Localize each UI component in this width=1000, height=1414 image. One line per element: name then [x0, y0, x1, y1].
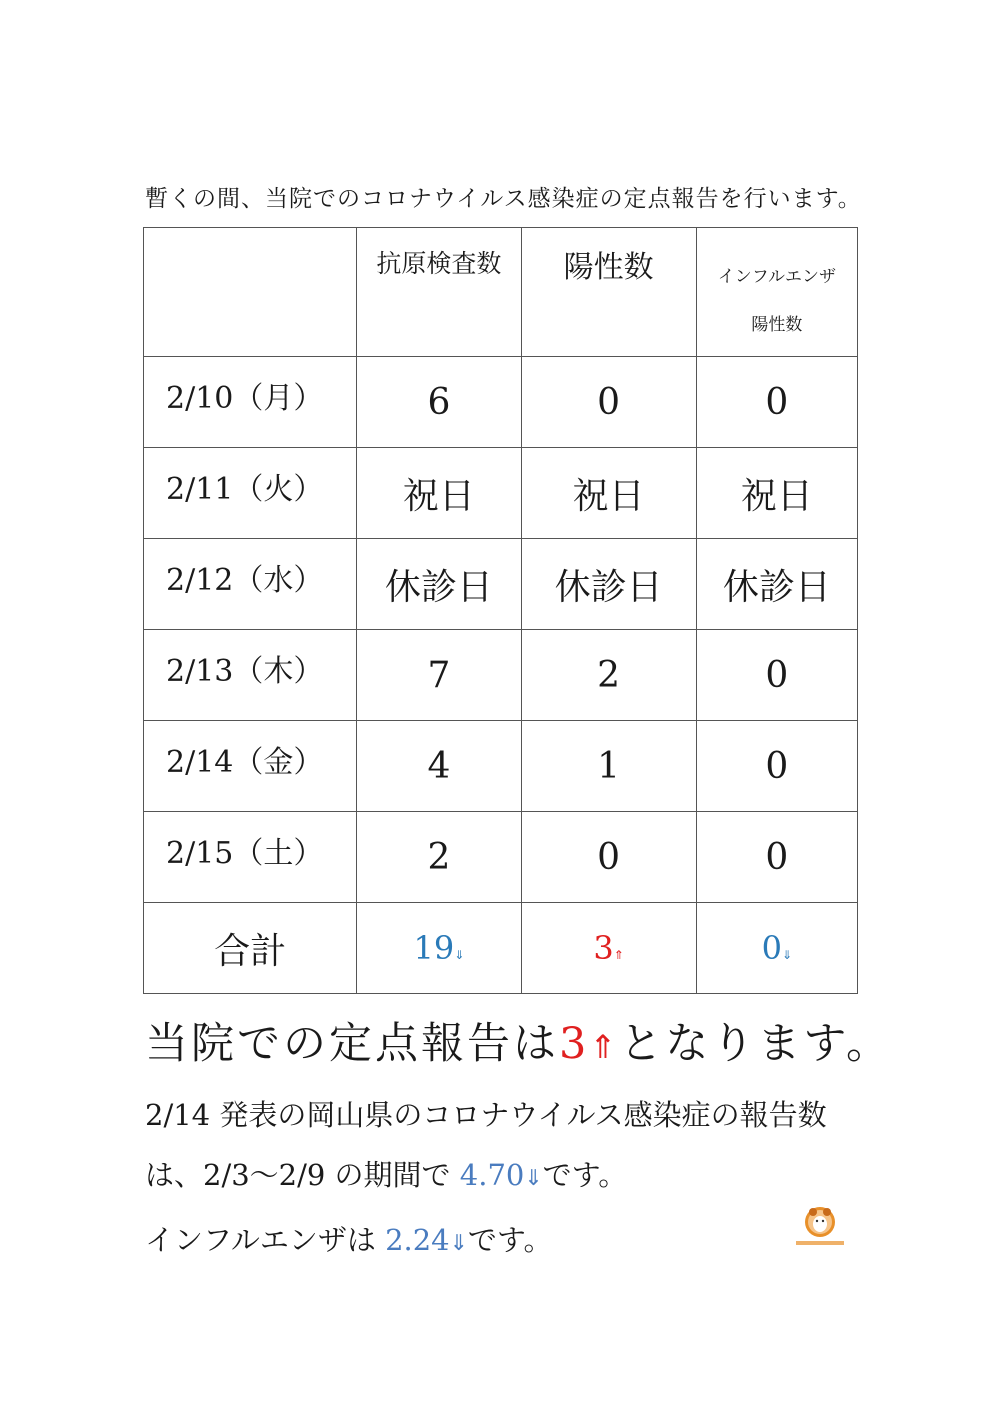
cell-positive: 休診日: [521, 539, 696, 630]
table-row: [144, 812, 858, 903]
table-header-row: [144, 228, 858, 357]
cell-antigen: 7: [357, 630, 521, 721]
down-arrow-icon: ⇓: [454, 948, 465, 962]
report-table: [143, 227, 858, 994]
header-empty-cell: [144, 228, 357, 357]
summary-value: 3: [559, 1019, 590, 1069]
prefecture-line-2: は、2/3〜2/9 の期間で 4.70⇓です。: [145, 1158, 628, 1192]
cell-influenza: 祝日: [696, 448, 857, 539]
down-arrow-icon: ⇓: [449, 1231, 468, 1256]
summary-headline: 当院での定点報告は3⇑となります。: [145, 1019, 892, 1069]
cell-antigen: 祝日: [357, 448, 521, 539]
row-date: 2/14（金）: [166, 745, 324, 780]
row-date: 2/11（火）: [166, 472, 324, 507]
header-influenza-line2: 陽性数: [751, 315, 803, 335]
total-label: 合計: [214, 930, 287, 972]
prefecture-line-1: 2/14 発表の岡山県のコロナウイルス感染症の報告数: [145, 1098, 827, 1132]
total-positive: 3⇑: [521, 903, 696, 994]
cell-positive: 0: [521, 812, 696, 903]
cell-positive: 2: [521, 630, 696, 721]
cell-influenza: 0: [696, 357, 857, 448]
influenza-rate-value: 2.24: [385, 1223, 450, 1257]
down-arrow-icon: ⇓: [782, 948, 793, 962]
up-arrow-icon: ⇑: [589, 1028, 620, 1066]
row-date: 2/13（木）: [166, 654, 324, 689]
cell-influenza: 休診日: [696, 539, 857, 630]
cell-influenza: 0: [696, 721, 857, 812]
cell-positive: 祝日: [521, 448, 696, 539]
cell-influenza: 0: [696, 630, 857, 721]
row-date: 2/12（水）: [166, 563, 324, 598]
up-arrow-icon: ⇑: [613, 948, 624, 962]
prefecture-line-3: インフルエンザは 2.24⇓です。: [145, 1223, 553, 1257]
total-row: [144, 903, 858, 994]
clinic-logo: [792, 1205, 848, 1249]
table-row: [144, 539, 858, 630]
table-row: [144, 630, 858, 721]
intro-text: 暫くの間、当院でのコロナウイルス感染症の定点報告を行います。: [145, 186, 862, 212]
row-date: 2/15（土）: [166, 836, 324, 871]
row-date: 2/10（月）: [166, 381, 324, 416]
cell-positive: 0: [521, 357, 696, 448]
table-row: [144, 448, 858, 539]
header-influenza-line1: インフルエンザ: [717, 267, 837, 287]
table-row: [144, 721, 858, 812]
cell-antigen: 6: [357, 357, 521, 448]
cell-positive: 1: [521, 721, 696, 812]
header-positive: 陽性数: [521, 228, 696, 357]
cell-influenza: 0: [696, 812, 857, 903]
header-antigen: 抗原検査数: [357, 228, 521, 357]
header-influenza: [696, 228, 857, 357]
cell-antigen: 4: [357, 721, 521, 812]
covid-rate-value: 4.70: [459, 1158, 525, 1192]
cell-antigen: 2: [357, 812, 521, 903]
total-influenza: 0⇓: [696, 903, 857, 994]
cell-antigen: 休診日: [357, 539, 521, 630]
down-arrow-icon: ⇓: [524, 1166, 543, 1191]
table-row: [144, 357, 858, 448]
total-antigen: 19⇓: [357, 903, 521, 994]
